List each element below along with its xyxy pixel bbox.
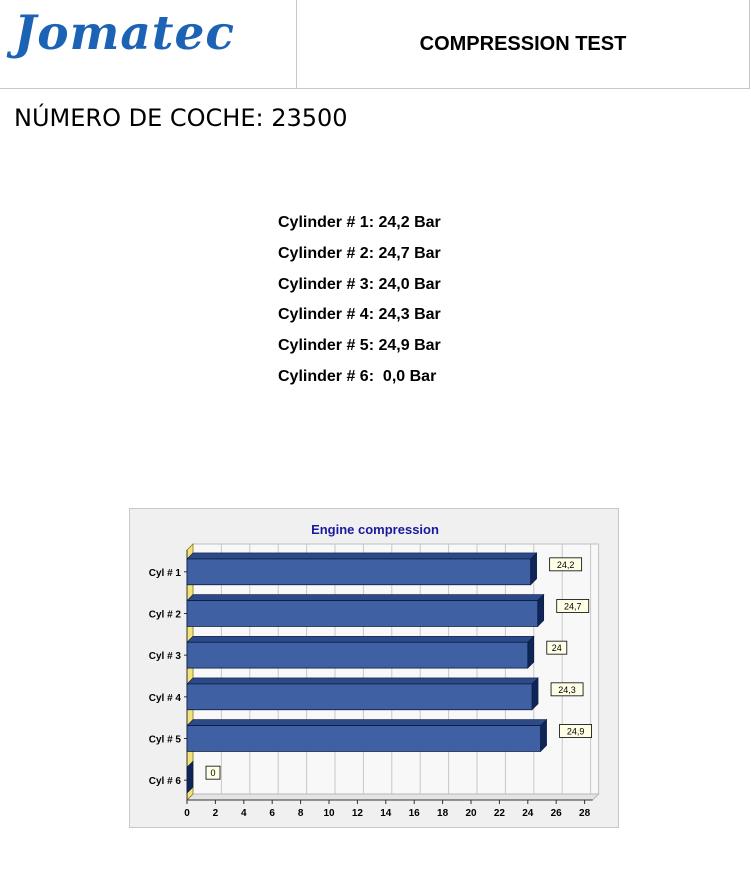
- cylinder-reading: Cylinder # 3: 24,0 Bar: [278, 275, 441, 293]
- x-tick-label: 12: [351, 808, 363, 819]
- car-number-line: [14, 104, 348, 132]
- bar-side-face: [528, 636, 534, 668]
- bar: [187, 684, 532, 710]
- bar-top-face: [187, 553, 537, 559]
- chart-plot: [130, 509, 620, 829]
- cylinder-readings: [278, 212, 441, 397]
- data-label: 24,2: [556, 559, 575, 570]
- cylinder-reading: Cylinder # 5: 24,9 Bar: [278, 337, 441, 355]
- data-label: 24: [551, 643, 562, 654]
- x-tick-label: 2: [212, 808, 219, 819]
- bar: [187, 601, 538, 627]
- x-tick-label: 28: [579, 808, 591, 819]
- data-label: 24,9: [566, 726, 585, 737]
- chart-title: Engine compression: [311, 522, 439, 537]
- y-tick-label: Cyl # 5: [148, 734, 181, 746]
- bar-side-face: [531, 553, 537, 585]
- data-label: 24,3: [558, 684, 576, 695]
- company-logo: Jomatec: [14, 6, 236, 61]
- bar-top-face: [187, 678, 538, 684]
- x-tick-label: 18: [437, 808, 449, 819]
- x-tick-label: 0: [184, 808, 190, 819]
- data-label: 0: [210, 768, 216, 779]
- bar: [187, 642, 528, 668]
- bar-top-face: [187, 720, 547, 726]
- y-tick-label: Cyl # 2: [148, 609, 181, 621]
- x-tick-label: 14: [380, 808, 392, 819]
- bar: [187, 761, 193, 793]
- x-tick-label: 4: [241, 808, 247, 819]
- data-label: 24,7: [563, 601, 582, 612]
- cylinder-reading: Cylinder # 6: 0,0 Bar: [278, 367, 437, 385]
- bar-side-face: [541, 720, 547, 752]
- bar: [187, 726, 541, 752]
- y-tick-label: Cyl # 4: [148, 692, 181, 704]
- bar-top-face: [187, 595, 544, 601]
- car-number-value: 23500: [271, 104, 348, 132]
- x-tick-label: 16: [408, 808, 420, 819]
- plot-floor: [187, 794, 599, 800]
- bar-top-face: [187, 636, 534, 642]
- x-tick-label: 10: [323, 808, 335, 819]
- y-tick-label: Cyl # 3: [148, 651, 181, 663]
- cylinder-reading: Cylinder # 4: 24,3 Bar: [278, 306, 441, 324]
- document-title: COMPRESSION TEST: [419, 32, 627, 55]
- y-tick-label: Cyl # 6: [148, 776, 181, 788]
- x-tick-label: 8: [297, 808, 304, 819]
- car-number-label: NÚMERO DE COCHE:: [14, 104, 264, 132]
- cylinder-reading: Cylinder # 1: 24,2 Bar: [278, 214, 441, 231]
- report-header: [0, 0, 750, 89]
- x-tick-label: 20: [465, 808, 477, 819]
- bar: [187, 559, 531, 585]
- bar-side-face: [532, 678, 538, 710]
- y-tick-label: Cyl # 1: [148, 567, 181, 579]
- logo-cell: [0, 0, 297, 88]
- x-tick-label: 22: [493, 808, 505, 819]
- x-tick-label: 24: [522, 808, 534, 819]
- cylinder-reading: Cylinder # 2: 24,7 Bar: [278, 244, 441, 262]
- compression-chart: [129, 508, 619, 828]
- x-tick-label: 6: [269, 808, 275, 819]
- bar-side-face: [538, 595, 544, 627]
- x-tick-label: 26: [550, 808, 562, 819]
